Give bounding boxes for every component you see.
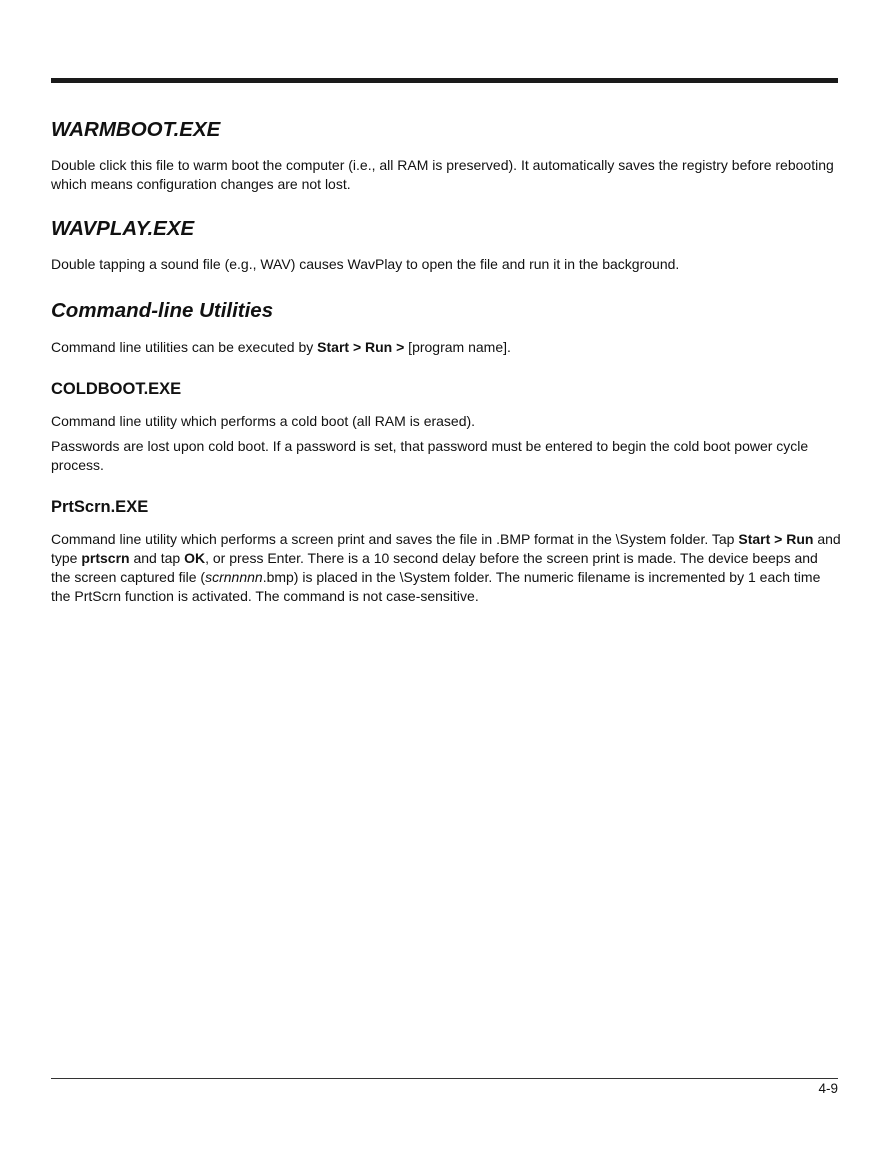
- coldboot-paragraph-2: Passwords are lost upon cold boot. If a password is set, that password must be entered to begin the cold boot power cycle process.: [51, 438, 809, 473]
- prtscrn-heading: PrtScrn.EXE: [51, 498, 149, 516]
- cmdline-text-suffix: [program name].: [404, 339, 511, 355]
- warmboot-heading: WARMBOOT.EXE: [51, 118, 221, 141]
- prtscrn-text-4: , or press Enter. There is a 10 second delay before the screen print is made. The device beeps and the screen captured file (: [51, 550, 818, 585]
- prtscrn-paragraph: [51, 530, 841, 606]
- cmdline-menu-path: Start > Run >: [317, 339, 405, 355]
- cmdline-text-prefix: Command line utilities can be executed by: [51, 339, 318, 355]
- coldboot-heading: COLDBOOT.EXE: [51, 380, 182, 398]
- prtscrn-filename: scrnnnnn: [205, 569, 263, 585]
- cmdline-paragraph: [51, 338, 841, 357]
- prtscrn-ok: OK: [184, 550, 206, 566]
- coldboot-paragraph-1: Command line utility which performs a cold boot (all RAM is erased).: [51, 413, 476, 429]
- prtscrn-text-5: .bmp) is placed in the \System folder. The numeric filename is incremented by 1 each time the PrtScrn function is activated. The command is not case-sensitive.: [51, 569, 821, 604]
- prtscrn-text-1: Command line utility which performs a screen print and saves the file in .BMP format in the \System folder. Tap: [51, 531, 739, 547]
- cmdline-heading: Command-line Utilities: [51, 299, 274, 322]
- header-rule: [51, 78, 838, 83]
- footer-rule: [51, 1078, 838, 1079]
- prtscrn-start-run: Start > Run: [738, 531, 814, 547]
- page-number: 4-9: [818, 1081, 838, 1096]
- page-content: [51, 116, 841, 606]
- wavplay-paragraph: Double tapping a sound file (e.g., WAV) causes WavPlay to open the file and run it in the background.: [51, 256, 680, 272]
- warmboot-paragraph: Double click this file to warm boot the computer (i.e., all RAM is preserved). It automatically saves the registry before rebooting which means configuration changes are not lost.: [51, 157, 834, 192]
- prtscrn-command: prtscrn: [81, 550, 130, 566]
- prtscrn-text-3: and tap: [129, 550, 185, 566]
- prtscrn-text-2: and type: [51, 531, 841, 566]
- wavplay-heading: WAVPLAY.EXE: [51, 217, 195, 240]
